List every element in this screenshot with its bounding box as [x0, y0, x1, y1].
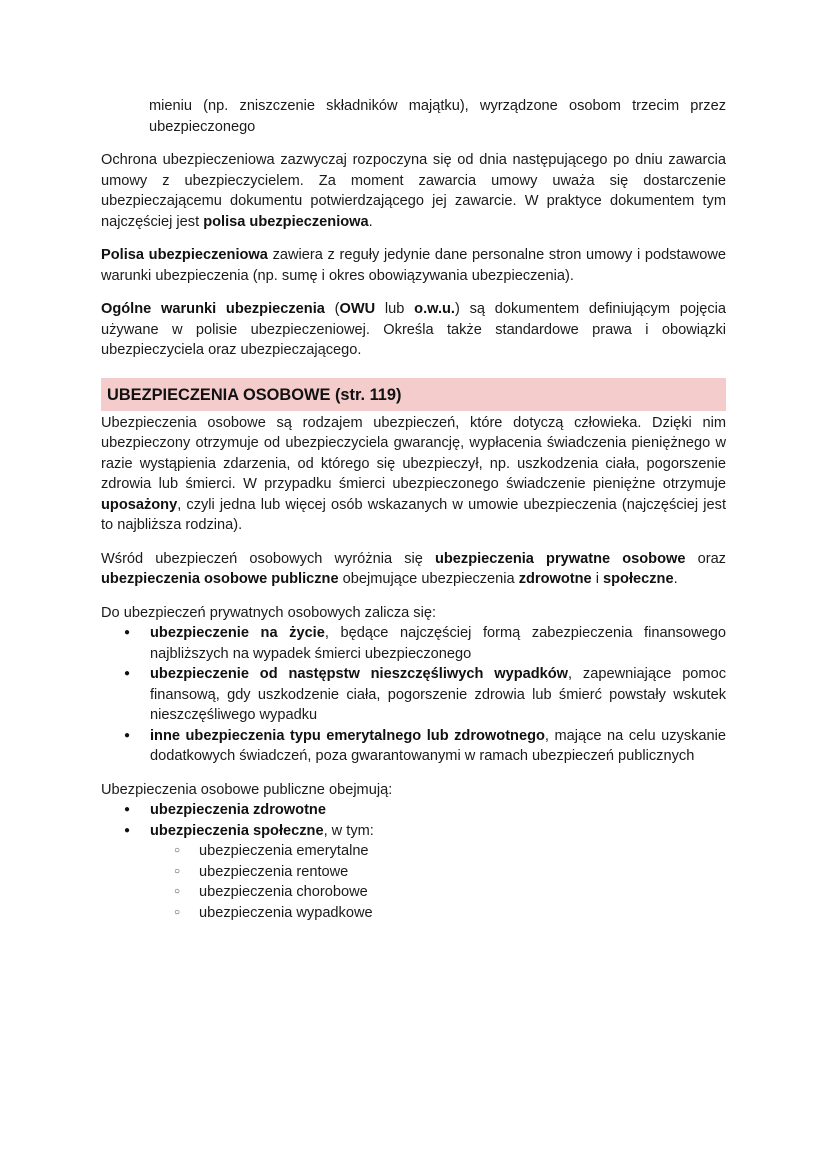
social-insurance-sublist — [150, 841, 726, 923]
text: , zapewniające pomoc finansową, gdy uszkodzenie ciała, pogorszenie zdrowia lub śmierć powstały wskutek nieszczęśliwego wypadku — [150, 666, 726, 723]
public-insurance-list — [101, 800, 726, 923]
paragraph-polisa — [101, 245, 726, 286]
bold-term: ubezpieczenia osobowe publiczne — [101, 571, 339, 587]
sublist-item: ○ ubezpieczenia wypadkowe — [150, 903, 726, 924]
bold-term: ubezpieczenia społeczne — [150, 822, 324, 839]
text: , czyli jedna lub więcej osób wskazanych w umowie ubezpieczenia (najczęściej jest to najbliższa rodzina). — [101, 496, 726, 533]
bold-term: ubezpieczenie na życie — [150, 625, 325, 641]
private-list-intro: Do ubezpieczeń prywatnych osobowych zalicza się: — [101, 604, 437, 621]
text: zawiera z reguły jedynie dane personalne stron umowy i podstawowe warunki ubezpieczenia (np. sumę i okres obowiązywania ubezpieczenia). — [101, 247, 726, 284]
text: ) są dokumentem definiującym pojęcia używane w polisie ubezpieczeniowej. Określa także standardowe prawa i obowiązki ubezpieczyciela oraz ubezpieczającego. — [101, 301, 727, 358]
document-page — [101, 96, 726, 923]
text: . — [368, 213, 373, 230]
bold-term: inne ubezpieczenia typu emerytalnego lub zdrowotnego — [150, 727, 545, 744]
text: , będące najczęściej formą zabezpieczenia finansowego najbliższych na wypadek śmierci ubezpieczonego — [150, 625, 726, 662]
bold-term: Polisa ubezpieczeniowa — [101, 247, 268, 263]
continuation-span: mieniu (np. zniszczenie składników majątku), wyrządzone osobom trzecim przez ubezpieczonego — [149, 98, 726, 135]
paragraph-intro — [101, 413, 726, 536]
paragraph-owu — [101, 299, 726, 361]
bold-term: ubezpieczenia zdrowotne — [150, 802, 326, 818]
sublist-item: ○ ubezpieczenia rentowe — [150, 862, 726, 883]
text: ( — [324, 301, 340, 317]
continuation-text — [101, 96, 726, 137]
bold-term: ubezpieczenie od następstw nieszczęśliwych wypadków — [150, 666, 569, 682]
bold-term: Ogólne warunki ubezpieczenia — [101, 301, 325, 317]
text: i — [591, 571, 604, 587]
text: oraz — [685, 550, 726, 567]
text: . — [673, 571, 678, 587]
text: , w tym: — [323, 822, 374, 839]
text: Ubezpieczenia osobowe są rodzajem ubezpieczeń, które dotyczą człowieka. Dzięki nim ubezpieczony otrzymuje od ubezpieczyciela gwarancję, wypłacenia świadczenia pieniężnego w razie wystąpienia zdarzenia, od którego się ubezpieczył, np. uszkodzenia ciała, pogorszenie zdrowia lub śmierci. W przypadku śmierci ubezpieczonego świadczenie pieniężne otrzymuje — [101, 414, 726, 492]
list-item — [101, 623, 726, 664]
list-item — [101, 800, 726, 821]
private-insurance-list — [101, 623, 726, 767]
bold-term: o.w.u. — [414, 301, 455, 317]
bold-term: zdrowotne — [518, 571, 592, 587]
text: Wśród ubezpieczeń osobowych wyróżnia się — [101, 550, 435, 567]
bold-term: OWU — [339, 301, 376, 317]
bold-term: uposażony — [101, 496, 178, 513]
text: Ochrona ubezpieczeniowa zazwyczaj rozpoczyna się od dnia następującego po dniu zawarcia umowy z ubezpieczycielem. Za moment zawarcia umowy uważa się dostarczenie ubezpieczającemu dokumentu potwierdzającego jej zawarcie. W praktyce dokumentem tym najczęściej jest — [101, 152, 726, 230]
public-list-intro: Ubezpieczenia osobowe publiczne obejmują: — [101, 781, 393, 798]
bold-term: społeczne — [603, 571, 674, 587]
bold-term: ubezpieczenia prywatne osobowe — [434, 550, 686, 567]
sublist-item: ○ ubezpieczenia emerytalne — [150, 841, 726, 862]
paragraph-ochrona — [101, 150, 726, 232]
text: lub — [375, 301, 415, 317]
text: , mające na celu uzyskanie dodatkowych świadczeń, poza gwarantowanymi w ramach ubezpieczeń publicznych — [150, 727, 727, 764]
sublist-item: ○ ubezpieczenia chorobowe — [150, 882, 726, 903]
list-item — [101, 664, 726, 726]
list-item — [101, 821, 726, 924]
text: obejmujące ubezpieczenia — [338, 571, 519, 587]
paragraph-wsrod — [101, 549, 726, 590]
list-item — [101, 726, 726, 767]
bold-term: polisa ubezpieczeniowa — [203, 213, 369, 230]
section-heading: UBEZPIECZENIA OSOBOWE (str. 119) — [101, 378, 726, 411]
